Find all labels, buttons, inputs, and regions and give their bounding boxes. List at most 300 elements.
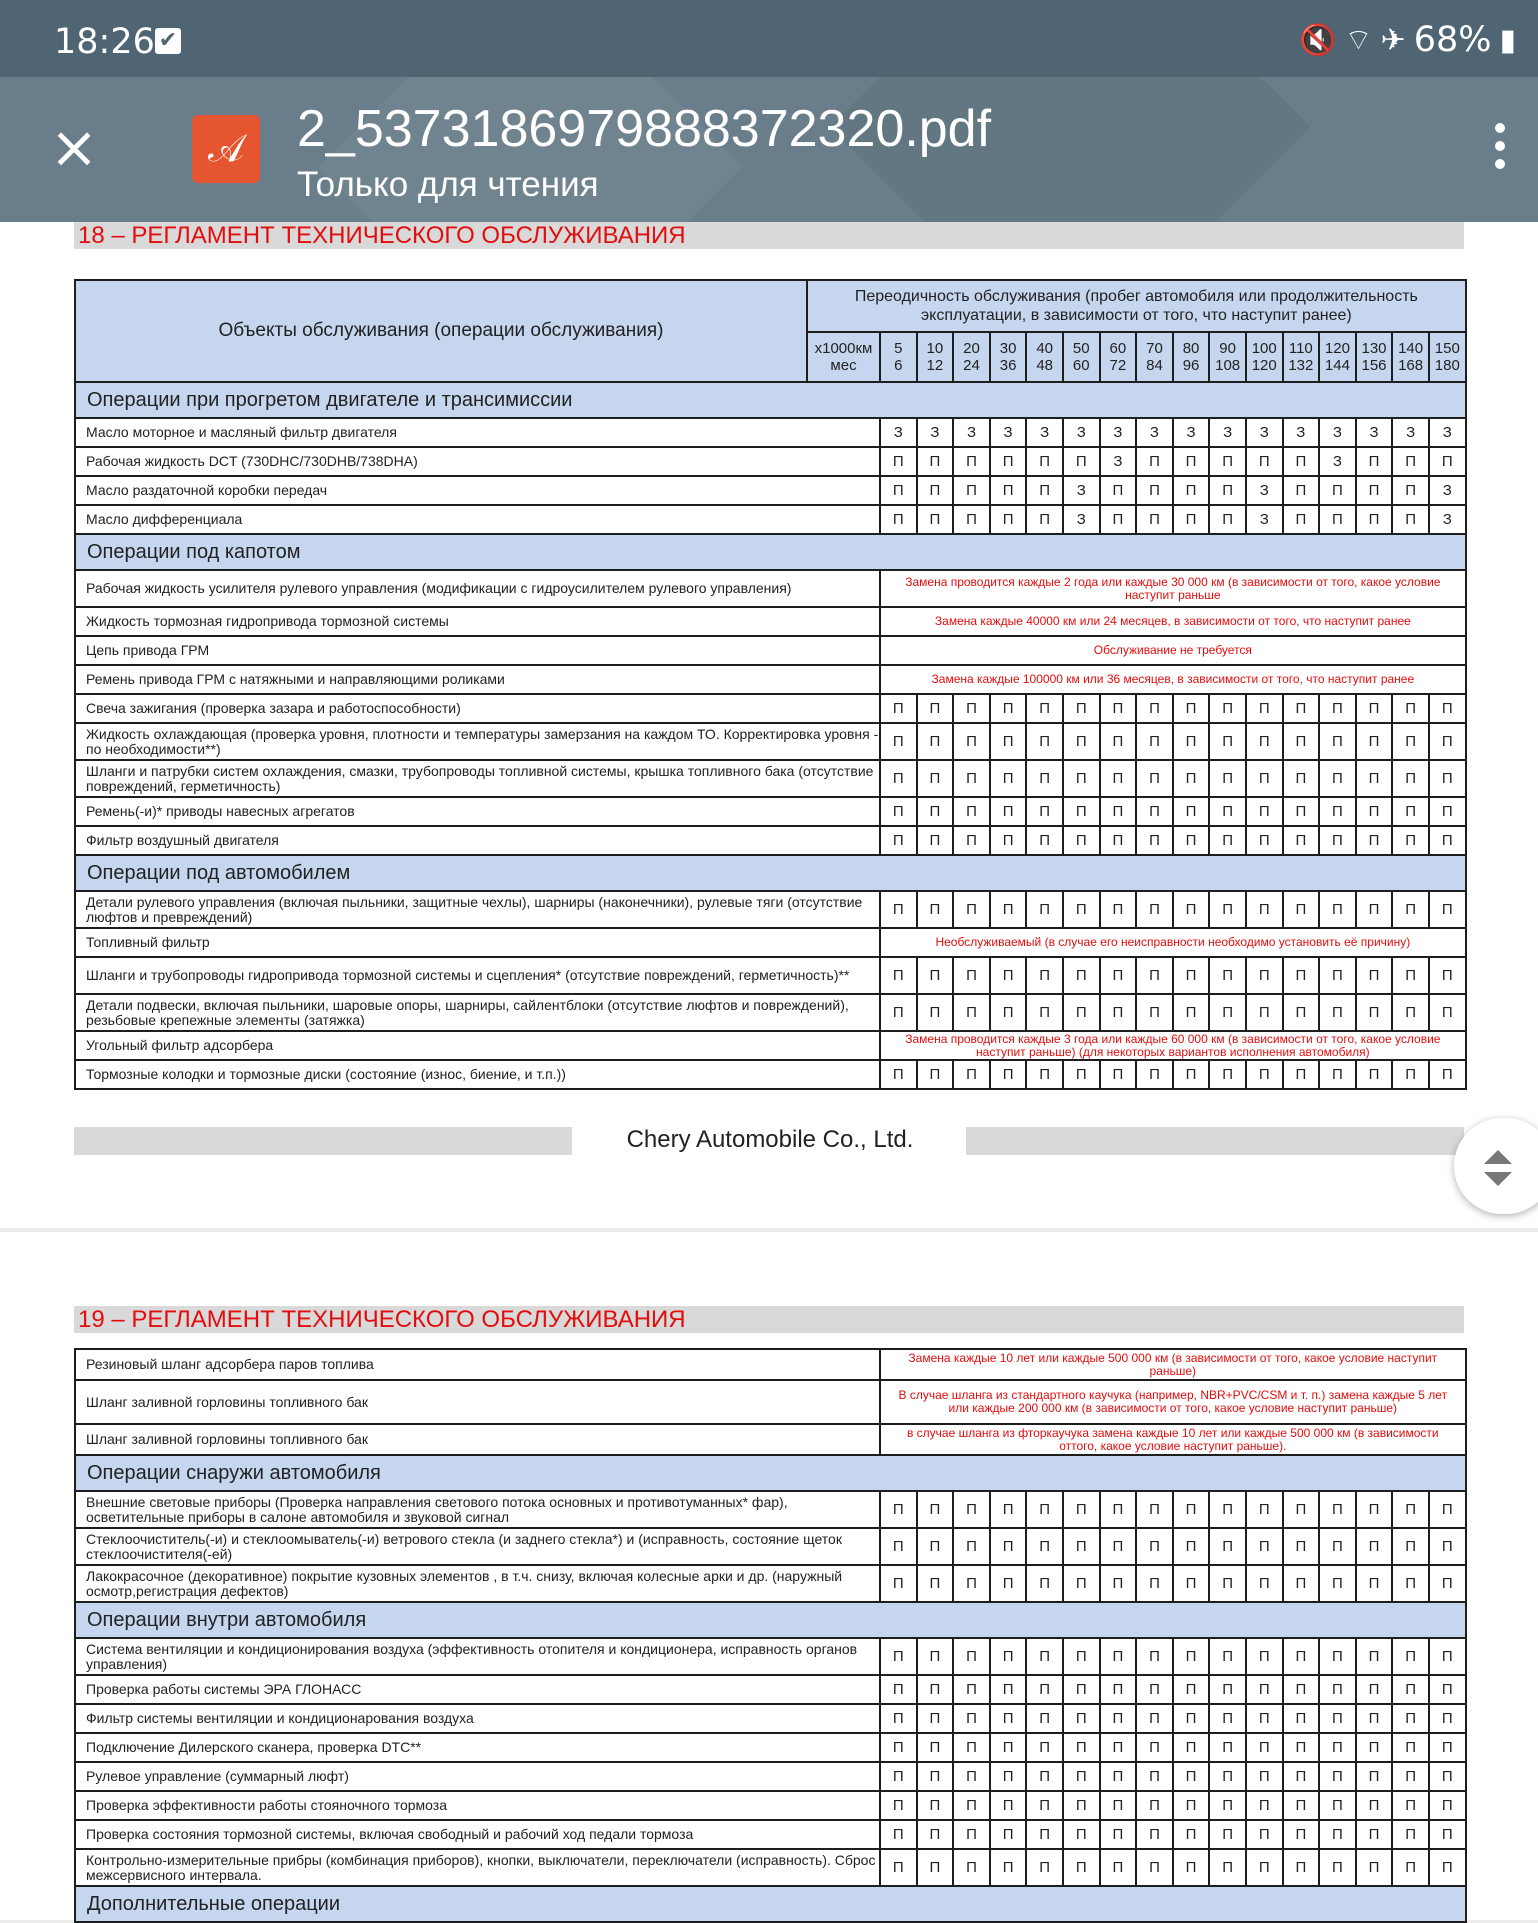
schedule-cell: П [1026, 760, 1063, 797]
table-row [75, 636, 1466, 665]
schedule-cell: П [1100, 1791, 1137, 1820]
interval-km: 130 [1361, 340, 1387, 357]
schedule-cell: П [1246, 723, 1283, 760]
more-vertical-icon[interactable] [1492, 119, 1508, 179]
schedule-cell: П [990, 1791, 1027, 1820]
schedule-cell: П [1173, 1491, 1210, 1528]
schedule-cell: П [1136, 994, 1173, 1031]
schedule-cell: П [1136, 476, 1173, 505]
schedule-cell: П [917, 797, 954, 826]
interval-header [1246, 332, 1283, 382]
schedule-cell: П [880, 994, 917, 1031]
schedule-cell: П [1356, 1565, 1393, 1602]
schedule-cell: П [1356, 505, 1393, 534]
interval-header [1356, 332, 1393, 382]
schedule-cell: З [1026, 418, 1063, 447]
schedule-cell: П [1173, 1849, 1210, 1886]
schedule-cell: П [1246, 1791, 1283, 1820]
interval-month: 36 [999, 357, 1017, 374]
table-row [75, 1491, 1466, 1528]
schedule-cell: П [1246, 1762, 1283, 1791]
schedule-cell: П [1356, 1528, 1393, 1565]
category-row [75, 534, 1466, 570]
status-bar [0, 0, 1538, 77]
schedule-cell: П [917, 1733, 954, 1762]
operation-name: Подключение Дилерского сканера, проверка DTC** [75, 1733, 880, 1762]
schedule-cell: П [917, 447, 954, 476]
schedule-cell: П [1246, 1491, 1283, 1528]
schedule-cell: П [1063, 1565, 1100, 1602]
file-name: 2_5373186979888372320.pdf [297, 100, 992, 158]
table-row [75, 1528, 1466, 1565]
schedule-cell: П [1319, 1791, 1356, 1820]
schedule-cell: П [1063, 1762, 1100, 1791]
schedule-cell: П [1063, 957, 1100, 994]
schedule-cell: П [1173, 1820, 1210, 1849]
schedule-cell: П [880, 1528, 917, 1565]
schedule-cell: П [1209, 1675, 1246, 1704]
category-row [75, 855, 1466, 891]
schedule-cell: П [1100, 1491, 1137, 1528]
schedule-cell: П [1319, 1820, 1356, 1849]
schedule-cell: П [1429, 694, 1466, 723]
schedule-cell: П [990, 760, 1027, 797]
schedule-cell: П [1026, 1675, 1063, 1704]
schedule-cell: П [1356, 760, 1393, 797]
table-row [75, 891, 1466, 928]
operation-name: Шланги и патрубки систем охлаждения, смазки, трубопроводы топливной системы, крышка топливного бака (отсутствие повреждений, герметичность) [75, 760, 880, 797]
schedule-cell: П [1026, 797, 1063, 826]
schedule-cell: П [1063, 1704, 1100, 1733]
operation-name: Система вентиляции и кондиционирования воздуха (эффективность отопителя и кондиционера, исправность органов управления) [75, 1638, 880, 1675]
interval-km: 30 [999, 340, 1017, 357]
schedule-cell: П [1283, 1733, 1320, 1762]
schedule-cell: П [990, 1638, 1027, 1675]
table-row [75, 1349, 1466, 1380]
schedule-cell: П [1392, 1762, 1429, 1791]
month-label: мес [830, 357, 857, 374]
table-row [75, 1565, 1466, 1602]
schedule-cell: П [1283, 694, 1320, 723]
schedule-cell: З [880, 418, 917, 447]
interval-month: 156 [1361, 357, 1387, 374]
schedule-cell: П [880, 1704, 917, 1733]
schedule-cell: П [1246, 1060, 1283, 1089]
schedule-cell: П [1356, 1638, 1393, 1675]
schedule-cell: З [1429, 476, 1466, 505]
schedule-cell: П [1429, 1733, 1466, 1762]
schedule-cell: П [1356, 1820, 1393, 1849]
interval-header [953, 332, 990, 382]
interval-month: 24 [963, 357, 980, 374]
schedule-cell: П [953, 1060, 990, 1089]
interval-header [917, 332, 954, 382]
section-title: 19 – РЕГЛАМЕНТ ТЕХНИЧЕСКОГО ОБСЛУЖИВАНИЯ [74, 1306, 1464, 1333]
file-subtitle: Только для чтения [297, 165, 599, 204]
mute-icon: 🔇 [1298, 22, 1337, 58]
schedule-cell: П [1209, 1849, 1246, 1886]
schedule-cell: П [1319, 957, 1356, 994]
schedule-cell: П [1136, 1528, 1173, 1565]
schedule-cell: П [880, 1791, 917, 1820]
schedule-cell: П [880, 957, 917, 994]
schedule-cell: П [990, 723, 1027, 760]
operation-name: Тормозные колодки и тормозные диски (состояние (износ, биение, и т.п.)) [75, 1060, 880, 1089]
schedule-cell: П [1063, 1528, 1100, 1565]
battery-icon: ▮ [1499, 22, 1516, 58]
interval-note: Необслуживаемый (в случае его неисправности необходимо установить её причину) [880, 928, 1466, 957]
schedule-cell: П [880, 505, 917, 534]
schedule-cell: П [880, 694, 917, 723]
schedule-cell: З [1063, 476, 1100, 505]
schedule-cell: П [917, 505, 954, 534]
category-row [75, 382, 1466, 418]
schedule-cell: П [1063, 723, 1100, 760]
schedule-cell: П [1283, 1491, 1320, 1528]
schedule-cell: П [1319, 1733, 1356, 1762]
schedule-cell: П [1246, 957, 1283, 994]
close-icon[interactable]: × [49, 113, 99, 181]
schedule-cell: П [1283, 760, 1320, 797]
schedule-cell: П [1026, 1565, 1063, 1602]
category-row [75, 1455, 1466, 1491]
schedule-cell: П [1356, 447, 1393, 476]
schedule-cell: П [1063, 826, 1100, 855]
interval-month: 120 [1251, 357, 1277, 374]
schedule-cell: П [1283, 1791, 1320, 1820]
schedule-cell: П [1136, 1733, 1173, 1762]
schedule-cell: П [1136, 1491, 1173, 1528]
schedule-cell: З [917, 418, 954, 447]
schedule-cell: П [1392, 723, 1429, 760]
schedule-cell: П [953, 1565, 990, 1602]
schedule-cell: П [1100, 1704, 1137, 1733]
schedule-cell: П [1429, 957, 1466, 994]
table-row [75, 1704, 1466, 1733]
schedule-cell: П [953, 1638, 990, 1675]
schedule-cell: П [1319, 1060, 1356, 1089]
schedule-cell: П [953, 1675, 990, 1704]
schedule-cell: П [990, 447, 1027, 476]
schedule-cell: П [990, 1849, 1027, 1886]
schedule-cell: З [1209, 418, 1246, 447]
schedule-cell: П [1026, 1528, 1063, 1565]
schedule-cell: З [1246, 505, 1283, 534]
interval-note: Замена каждые 100000 км или 36 месяцев, в зависимости от того, что наступит ранее [880, 665, 1466, 694]
schedule-cell: З [1173, 418, 1210, 447]
app-bar [0, 77, 1538, 222]
schedule-cell: П [1356, 476, 1393, 505]
schedule-cell: П [1319, 760, 1356, 797]
category-label: Операции при прогретом двигателе и трансимиссии [75, 382, 1466, 418]
schedule-cell: П [1100, 826, 1137, 855]
footer-text: Chery Automobile Co., Ltd. [626, 1126, 914, 1153]
schedule-cell: П [917, 1675, 954, 1704]
interval-km: 70 [1146, 340, 1163, 357]
schedule-cell: П [1209, 1060, 1246, 1089]
interval-month: 84 [1146, 357, 1163, 374]
operation-name: Детали подвески, включая пыльники, шаровые опоры, шарниры, сайлентблоки (отсутствие люфтов и повреждений), резьбовые крепежные элементы (затяжка) [75, 994, 880, 1031]
schedule-cell: П [1100, 1675, 1137, 1704]
schedule-cell: П [1356, 891, 1393, 928]
table-row [75, 1791, 1466, 1820]
schedule-cell: П [1136, 1060, 1173, 1089]
schedule-cell: П [1173, 797, 1210, 826]
table-row [75, 957, 1466, 994]
schedule-cell: П [1392, 1791, 1429, 1820]
clock: 18:26 [54, 22, 155, 62]
interval-header [1063, 332, 1100, 382]
interval-km: 10 [926, 340, 944, 357]
schedule-cell: П [1209, 994, 1246, 1031]
schedule-cell: П [1063, 1849, 1100, 1886]
schedule-cell: П [1429, 826, 1466, 855]
schedule-cell: П [1356, 1704, 1393, 1733]
schedule-cell: П [1063, 760, 1100, 797]
schedule-cell: П [1283, 1704, 1320, 1733]
schedule-cell: П [1209, 891, 1246, 928]
schedule-cell: П [1026, 1704, 1063, 1733]
schedule-cell: П [1319, 476, 1356, 505]
schedule-cell: П [1356, 1762, 1393, 1791]
table-row [75, 1638, 1466, 1675]
schedule-cell: П [1429, 1849, 1466, 1886]
schedule-cell: П [880, 1733, 917, 1762]
schedule-cell: П [1026, 891, 1063, 928]
interval-km: 120 [1324, 340, 1350, 357]
schedule-cell: П [917, 1791, 954, 1820]
schedule-cell: П [1356, 957, 1393, 994]
schedule-cell: П [1026, 694, 1063, 723]
schedule-cell: П [1100, 994, 1137, 1031]
schedule-cell: П [1246, 694, 1283, 723]
schedule-cell: П [1429, 1638, 1466, 1675]
category-row [75, 1886, 1466, 1922]
schedule-cell: П [1026, 1733, 1063, 1762]
schedule-cell: П [990, 994, 1027, 1031]
schedule-cell: П [953, 447, 990, 476]
interval-note: в случае шланга из фторкаучука замена каждые 10 лет или каждые 500 000 км (в зависимости оттого, какое условие наступит раньше). [880, 1424, 1466, 1455]
interval-km: 40 [1036, 340, 1054, 357]
schedule-cell: П [1283, 476, 1320, 505]
period-header: Переодичность обслуживания (пробег автомобиля или продолжительность эксплуатации, в зависимости от того, что наступит ранее) [807, 280, 1466, 332]
schedule-cell: П [1100, 1060, 1137, 1089]
schedule-cell: П [1283, 1762, 1320, 1791]
schedule-cell: П [1063, 1733, 1100, 1762]
schedule-cell: П [1173, 1565, 1210, 1602]
interval-km: 140 [1398, 340, 1424, 357]
schedule-cell: П [1173, 694, 1210, 723]
schedule-cell: П [1356, 994, 1393, 1031]
schedule-cell: П [1100, 505, 1137, 534]
operation-name: Фильтр воздушный двигателя [75, 826, 880, 855]
schedule-cell: П [1209, 505, 1246, 534]
schedule-cell: П [1246, 891, 1283, 928]
table-row [75, 607, 1466, 636]
schedule-cell: П [1100, 797, 1137, 826]
schedule-cell: П [990, 797, 1027, 826]
schedule-cell: З [1100, 447, 1137, 476]
schedule-cell: П [1356, 1491, 1393, 1528]
schedule-cell: П [1063, 1791, 1100, 1820]
schedule-cell: П [1026, 1491, 1063, 1528]
schedule-cell: П [1283, 891, 1320, 928]
table-row [75, 476, 1466, 505]
schedule-cell: П [1246, 1849, 1283, 1886]
schedule-cell: П [1209, 694, 1246, 723]
schedule-cell: П [1209, 760, 1246, 797]
operation-name: Лакокрасочное (декоративное) покрытие кузовных элементов , в т.ч. снизу, включая колесные арки и др. (наружный осмотр,регистрация дефектов) [75, 1565, 880, 1602]
schedule-cell: П [1026, 505, 1063, 534]
table-row [75, 1849, 1466, 1886]
schedule-cell: П [953, 723, 990, 760]
schedule-cell: П [953, 797, 990, 826]
schedule-cell: П [1100, 1565, 1137, 1602]
category-label: Операции под автомобилем [75, 855, 1466, 891]
table-row [75, 505, 1466, 534]
schedule-cell: П [1283, 797, 1320, 826]
schedule-cell: П [1173, 1528, 1210, 1565]
schedule-cell: П [1100, 694, 1137, 723]
schedule-cell: П [1063, 797, 1100, 826]
schedule-cell: П [917, 760, 954, 797]
schedule-cell: П [1283, 1060, 1320, 1089]
schedule-cell: П [880, 797, 917, 826]
schedule-cell: П [1283, 1528, 1320, 1565]
schedule-cell: П [1209, 1762, 1246, 1791]
schedule-cell: П [1209, 1565, 1246, 1602]
header-row [75, 280, 1466, 332]
schedule-cell: П [1319, 1638, 1356, 1675]
operation-name: Проверка состояния тормозной системы, включая свободный и рабочий ход педали тормоза [75, 1820, 880, 1849]
interval-header [1319, 332, 1356, 382]
schedule-cell: З [1063, 505, 1100, 534]
interval-km: 100 [1251, 340, 1277, 357]
schedule-cell: П [1173, 1675, 1210, 1704]
schedule-cell: П [1136, 760, 1173, 797]
schedule-cell: П [1026, 994, 1063, 1031]
schedule-cell: П [1319, 1675, 1356, 1704]
schedule-cell: П [1319, 891, 1356, 928]
schedule-cell: П [953, 760, 990, 797]
schedule-cell: П [1136, 1820, 1173, 1849]
schedule-cell: П [1100, 1762, 1137, 1791]
schedule-cell: П [1283, 447, 1320, 476]
schedule-cell: П [1392, 797, 1429, 826]
schedule-cell: П [880, 1491, 917, 1528]
schedule-cell: П [1392, 891, 1429, 928]
schedule-cell: П [1246, 760, 1283, 797]
schedule-cell: П [917, 1820, 954, 1849]
table-row [75, 797, 1466, 826]
pdf-page-18 [0, 222, 1538, 1228]
schedule-cell: П [1209, 723, 1246, 760]
schedule-cell: П [990, 1491, 1027, 1528]
operation-name: Рабочая жидкость усилителя рулевого управления (модификации с гидроусилителем рулевого управления) [75, 570, 880, 607]
schedule-cell: П [990, 826, 1027, 855]
schedule-cell: П [1429, 1491, 1466, 1528]
interval-note: Замена проводится каждые 3 года или каждые 60 000 км (в зависимости от того, какое условие наступит раньше) (для некоторых вариантов исполнения автомобиля) [880, 1031, 1466, 1060]
category-label: Дополнительные операции [75, 1886, 1466, 1922]
schedule-cell: П [1063, 447, 1100, 476]
schedule-cell: П [1356, 826, 1393, 855]
operation-name: Внешние световые приборы (Проверка направления светового потока основных и противотуманных* фар), осветительные приборы в салоне автомобиля и звуковой сигнал [75, 1491, 880, 1528]
interval-month: 48 [1036, 357, 1054, 374]
interval-month: 144 [1324, 357, 1350, 374]
operation-name: Контрольно-измерительные прибры (комбинация приборов), кнопки, выключатели, переключатели (исправность). Сброс межсервисного интервала. [75, 1849, 880, 1886]
schedule-cell: З [953, 418, 990, 447]
schedule-cell: П [1173, 1704, 1210, 1733]
schedule-cell: П [1063, 1675, 1100, 1704]
interval-header [1173, 332, 1210, 382]
table-row [75, 1060, 1466, 1089]
schedule-cell: П [1026, 1849, 1063, 1886]
schedule-cell: П [880, 1820, 917, 1849]
schedule-cell: П [1100, 1733, 1137, 1762]
schedule-cell: П [1026, 447, 1063, 476]
schedule-cell: П [1136, 1791, 1173, 1820]
table-row [75, 994, 1466, 1031]
schedule-cell: З [1319, 447, 1356, 476]
schedule-cell: П [953, 1528, 990, 1565]
operation-name: Жидкость тормозная гидропривода тормозной системы [75, 607, 880, 636]
schedule-cell: П [1283, 505, 1320, 534]
schedule-cell: П [1173, 760, 1210, 797]
schedule-cell: П [1319, 1704, 1356, 1733]
schedule-cell: П [880, 1849, 917, 1886]
schedule-cell: З [1319, 418, 1356, 447]
table-row [75, 826, 1466, 855]
schedule-cell: П [880, 447, 917, 476]
interval-month: 72 [1109, 357, 1127, 374]
operation-name: Свеча зажигания (проверка зазара и работоспособности) [75, 694, 880, 723]
schedule-cell: П [1026, 476, 1063, 505]
schedule-cell: П [1173, 826, 1210, 855]
operation-name: Фильтр системы вентиляции и кондиционарования воздуха [75, 1704, 880, 1733]
schedule-cell: П [990, 1733, 1027, 1762]
schedule-cell: П [1209, 957, 1246, 994]
schedule-cell: З [1392, 418, 1429, 447]
interval-month: 6 [894, 357, 903, 374]
battery-percent: 68% [1413, 20, 1492, 60]
schedule-cell: З [1246, 476, 1283, 505]
schedule-cell: П [917, 994, 954, 1031]
schedule-cell: П [1209, 1528, 1246, 1565]
schedule-cell: П [1136, 1565, 1173, 1602]
schedule-cell: П [880, 1565, 917, 1602]
category-label: Операции снаружи автомобиля [75, 1455, 1466, 1491]
interval-km: 90 [1219, 340, 1236, 357]
schedule-cell: П [990, 957, 1027, 994]
schedule-cell: П [1063, 1820, 1100, 1849]
schedule-cell: П [1209, 1491, 1246, 1528]
schedule-cell: П [1209, 1820, 1246, 1849]
schedule-cell: П [1173, 723, 1210, 760]
table-row [75, 1733, 1466, 1762]
schedule-cell: П [953, 957, 990, 994]
interval-header [1392, 332, 1429, 382]
schedule-cell: П [1209, 797, 1246, 826]
interval-note: Замена проводится каждые 2 года или каждые 30 000 км (в зависимости от того, какое условие наступит раньше [880, 570, 1466, 607]
schedule-cell: П [1319, 1849, 1356, 1886]
table-row [75, 447, 1466, 476]
schedule-cell: П [1319, 694, 1356, 723]
schedule-cell: П [917, 1528, 954, 1565]
schedule-cell: П [1100, 1528, 1137, 1565]
schedule-cell: П [1283, 826, 1320, 855]
schedule-cell: П [1026, 1638, 1063, 1675]
schedule-cell: П [1392, 1733, 1429, 1762]
